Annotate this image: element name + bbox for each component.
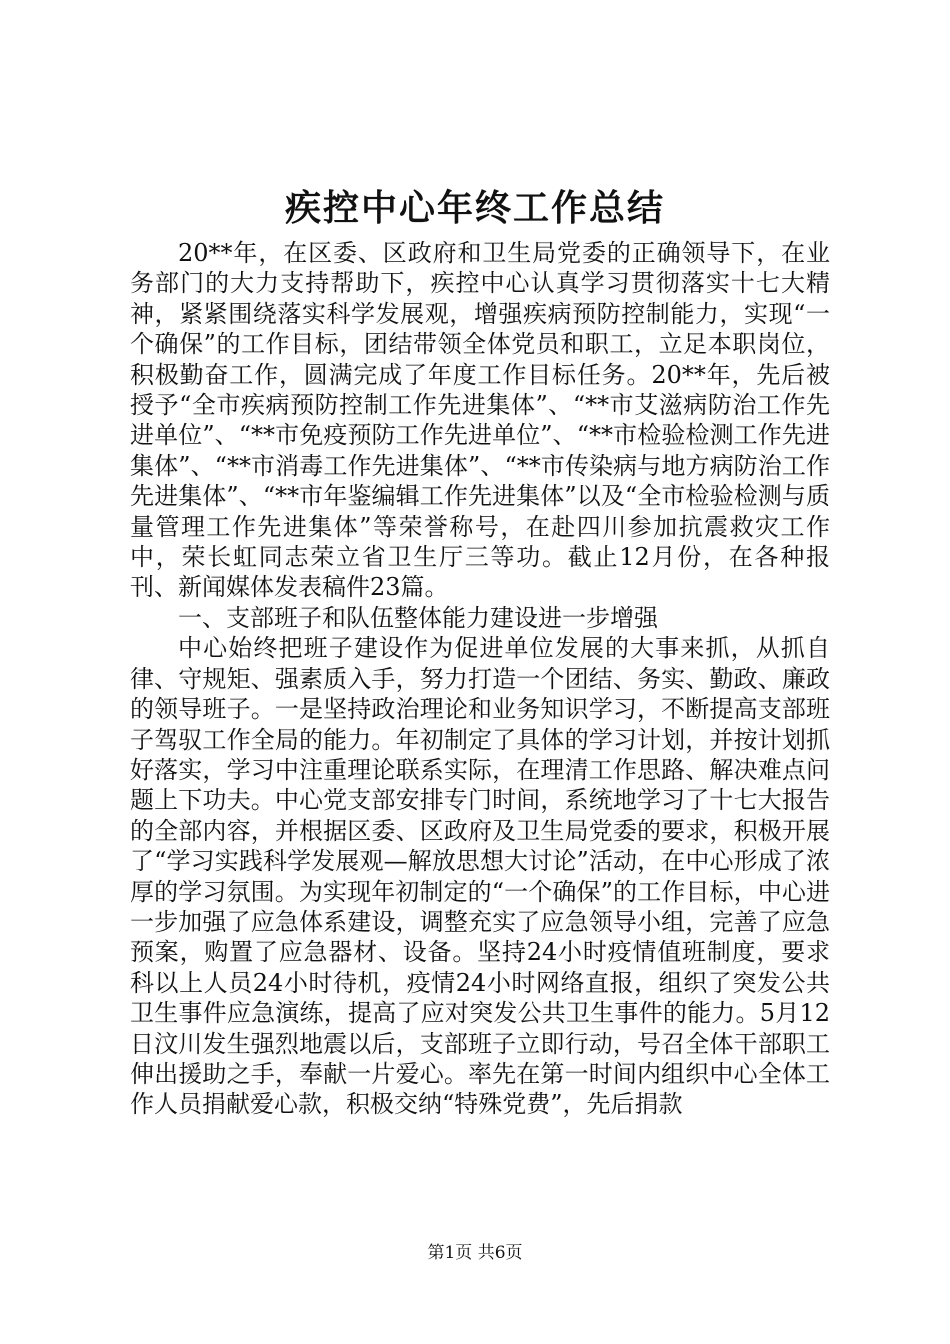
page-footer: 第1页 共6页 [427, 1243, 523, 1263]
section-heading-1: 一、支部班子和队伍整体能力建设进一步增强 [178, 603, 658, 632]
body-paragraph-intro: 20**年，在区委、区政府和卫生局党委的正确领导下，在业务部门的大力支持帮助下，疾控中心认真学习贯彻落实十七大精神，紧紧围绕落实科学发展观，增强疾病预防控制能力，实现“一个确保”的工作目标，团结带领全体党员和职工，立足本职岗位，积极勤奋工作，圆满完成了年度工作目标任务。20**年，先后被授予“全市疾病预防控制工作先进集体”、“**市艾滋病防治工作先进单位”、“**市免疫预防工作先进单位”、“**市检验检测工作先进集体”、“**市消毒工作先进集体”、“**市传染病与地方病防治工作先进集体”、“**市年鉴编辑工作先进集体”以及“全市检验检测与质量管理工作先进集体”等荣誉称号，在赴四川参加抗震救灾工作中，荣长虹同志荣立省卫生厅三等功。截止12月份，在各种报刊、新闻媒体发表稿件23篇。 [130, 239, 830, 602]
document-body [130, 238, 830, 1120]
document-title: 疾控中心年终工作总结 [284, 187, 665, 229]
body-paragraph-section-1: 中心始终把班子建设作为促进单位发展的大事来抓，从抓自律、守规矩、强素质入手，努力打造一个团结、务实、勤政、廉政的领导班子。一是坚持政治理论和业务知识学习，不断提高支部班子驾驭工作全局的能力。年初制定了具体的学习计划，并按计划抓好落实，学习中注重理论联系实际，在理清工作思路、解决难点问题上下功夫。中心党支部安排专门时间，系统地学习了十七大报告的全部内容，并根据区委、区政府及卫生局党委的要求，积极开展了“学习实践科学发展观—解放思想大讨论”活动，在中心形成了浓厚的学习氛围。为实现年初制定的“一个确保”的工作目标，中心进一步加强了应急体系建设，调整充实了应急领导小组，完善了应急预案，购置了应急器材、设备。坚持24小时疫情值班制度，要求科以上人员24小时待机，疫情24小时网络直报，组织了突发公共卫生事件应急演练，提高了应对突发公共卫生事件的能力。5月12日汶川发生强烈地震以后，支部班子立即行动，号召全体干部职工伸出援助之手，奉献一片爱心。率先在第一时间内组织中心全体工作人员捐献爱心款，积极交纳“特殊党费”，先后捐款 [130, 634, 830, 1119]
